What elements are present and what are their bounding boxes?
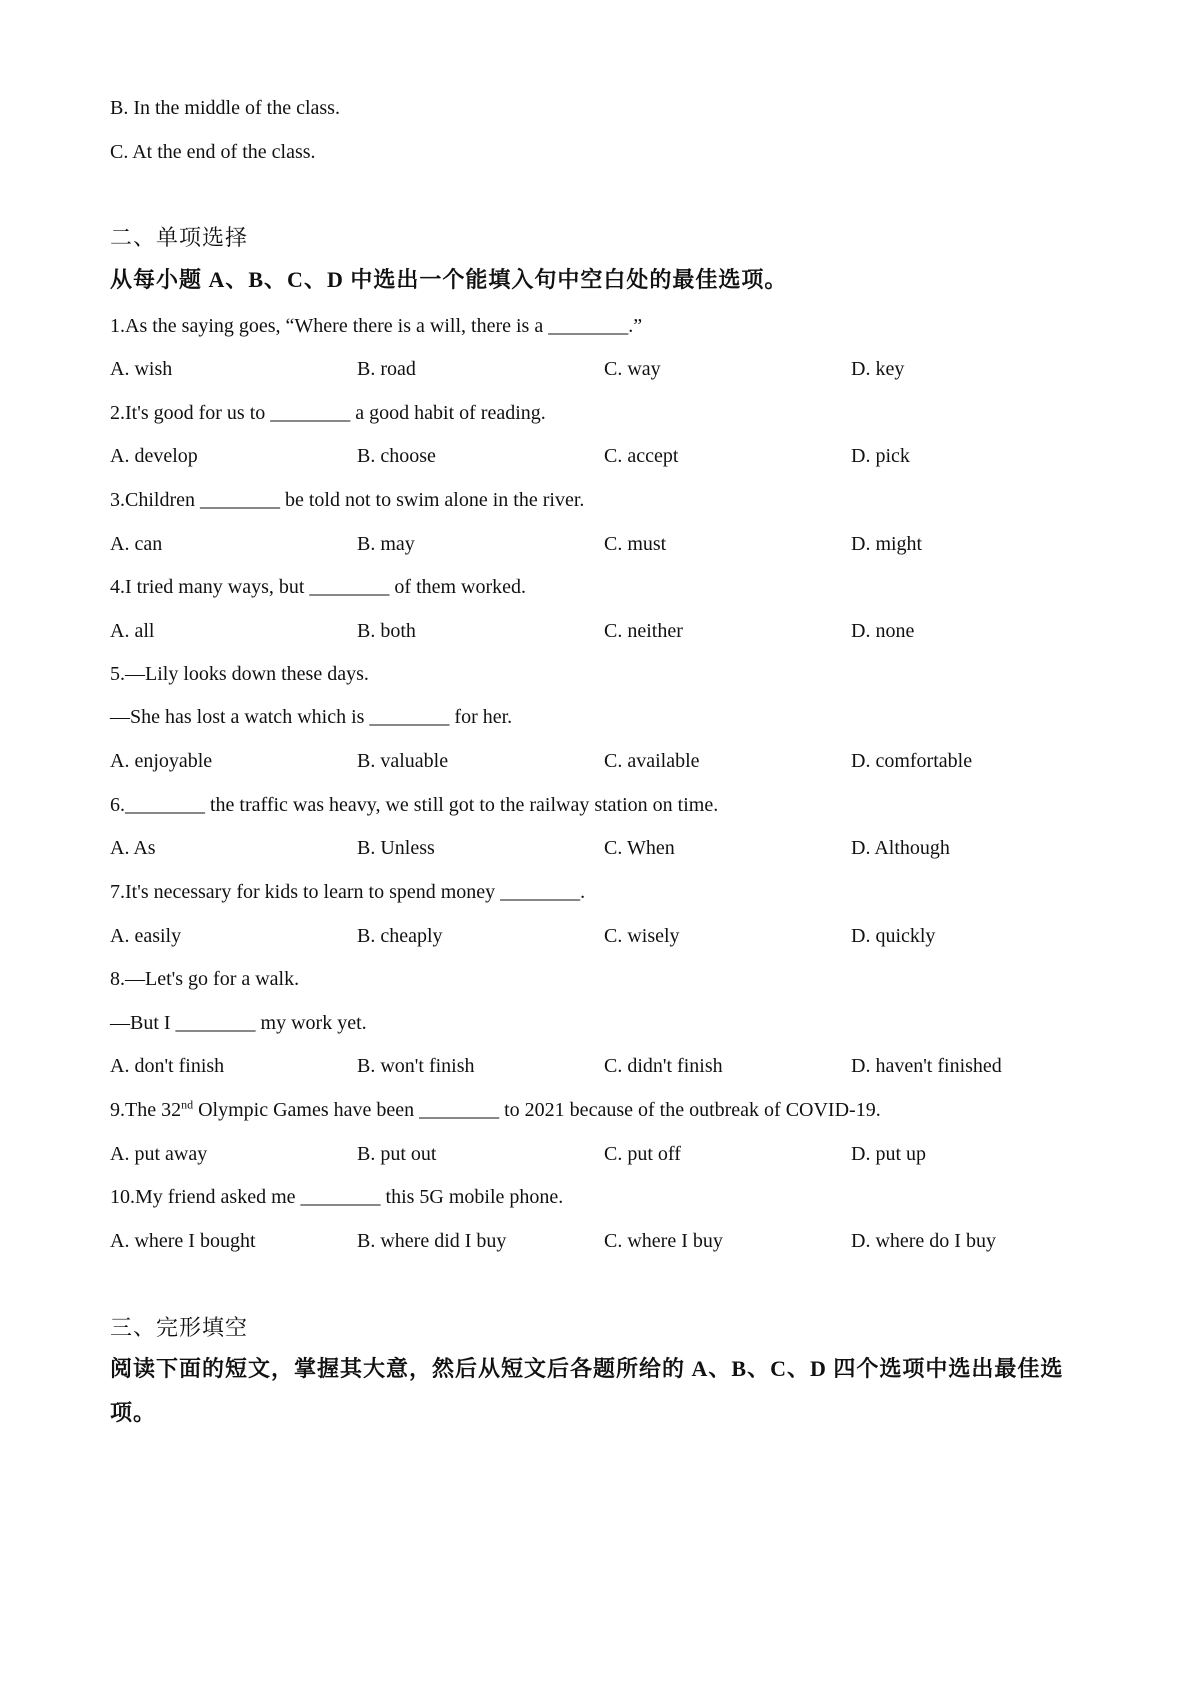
- question-7: 7.It's necessary for kids to learn to spend money ________.: [110, 881, 586, 903]
- option-c: C. neither: [604, 620, 683, 642]
- question-9-options: [110, 1142, 1110, 1166]
- option-c: C. must: [604, 533, 667, 555]
- question-8-options: [110, 1054, 1110, 1078]
- question-1: 1.As the saying goes, “Where there is a will, there is a ________.”: [110, 315, 643, 337]
- option-d: D. Although: [851, 837, 950, 859]
- question-4-options: [110, 619, 1110, 643]
- option-a: A. enjoyable: [110, 750, 213, 772]
- option-c: C. accept: [604, 445, 679, 467]
- option-b: B. won't finish: [357, 1055, 475, 1077]
- option-c: C. wisely: [604, 925, 680, 947]
- option-a: A. easily: [110, 925, 182, 947]
- question-10: 10.My friend asked me ________ this 5G mobile phone.: [110, 1186, 564, 1208]
- section-3-instruction: 阅读下面的短文，掌握其大意，然后从短文后各题所给的 A、B、C、D 四个选项中选出最佳选项。: [110, 1356, 1064, 1425]
- question-8: 8.—Let's go for a walk.: [110, 968, 300, 990]
- option-b: B. may: [357, 533, 415, 555]
- question-5-line-2: —She has lost a watch which is ________ for her.: [110, 706, 513, 728]
- question-8-line-2: —But I ________ my work yet.: [110, 1012, 367, 1034]
- question-2: 2.It's good for us to ________ a good habit of reading.: [110, 402, 546, 424]
- question-9-suffix: Olympic Games have been ________ to 2021 because of the outbreak of COVID-19.: [193, 1099, 881, 1121]
- question-10-options: [110, 1229, 1110, 1253]
- option-a: A. where I bought: [110, 1230, 256, 1252]
- option-b: B. where did I buy: [357, 1230, 507, 1252]
- option-d: D. comfortable: [851, 750, 973, 772]
- question-6: 6.________ the traffic was heavy, we still got to the railway station on time.: [110, 794, 719, 816]
- question-4: 4.I tried many ways, but ________ of them worked.: [110, 576, 527, 598]
- question-1-options: [110, 357, 1110, 381]
- section-2-heading: 二、单项选择: [110, 225, 249, 250]
- option-b: B. Unless: [357, 837, 435, 859]
- ordinal-suffix: nd: [181, 1097, 194, 1112]
- question-9: [110, 1098, 881, 1122]
- option-b: B. valuable: [357, 750, 449, 772]
- option-d: D. put up: [851, 1143, 926, 1165]
- option-b: B. road: [357, 358, 416, 380]
- option-c: C. where I buy: [604, 1230, 723, 1252]
- option-a: A. As: [110, 837, 156, 859]
- option-c: C. available: [604, 750, 700, 772]
- option-a: A. develop: [110, 445, 198, 467]
- option-a: A. wish: [110, 358, 173, 380]
- option-b: B. cheaply: [357, 925, 443, 947]
- option-d: D. pick: [851, 445, 910, 467]
- section-2-instruction: 从每小题 A、B、C、D 中选出一个能填入句中空白处的最佳选项。: [110, 267, 788, 292]
- question-5: 5.—Lily looks down these days.: [110, 663, 369, 685]
- option-d: D. key: [851, 358, 905, 380]
- option-d: D. none: [851, 620, 915, 642]
- option-b: B. both: [357, 620, 416, 642]
- option-a: A. put away: [110, 1143, 208, 1165]
- option-c: C. When: [604, 837, 675, 859]
- prev-option-b: B. In the middle of the class.: [110, 97, 340, 119]
- question-3: 3.Children ________ be told not to swim alone in the river.: [110, 489, 585, 511]
- question-3-options: [110, 532, 1110, 556]
- option-d: D. quickly: [851, 925, 936, 947]
- question-5-options: [110, 749, 1110, 773]
- question-9-prefix: 9.The 32: [110, 1099, 182, 1121]
- question-6-options: [110, 836, 1110, 860]
- option-c: C. put off: [604, 1143, 681, 1165]
- option-a: A. can: [110, 533, 163, 555]
- option-a: A. all: [110, 620, 155, 642]
- option-d: D. haven't finished: [851, 1055, 1002, 1077]
- section-3-heading: 三、完形填空: [110, 1315, 249, 1340]
- option-b: B. choose: [357, 445, 436, 467]
- option-b: B. put out: [357, 1143, 437, 1165]
- question-2-options: [110, 444, 1110, 468]
- option-c: C. didn't finish: [604, 1055, 723, 1077]
- option-a: A. don't finish: [110, 1055, 225, 1077]
- option-c: C. way: [604, 358, 661, 380]
- option-d: D. might: [851, 533, 923, 555]
- prev-option-c: C. At the end of the class.: [110, 141, 316, 163]
- option-d: D. where do I buy: [851, 1230, 996, 1252]
- question-7-options: [110, 924, 1110, 948]
